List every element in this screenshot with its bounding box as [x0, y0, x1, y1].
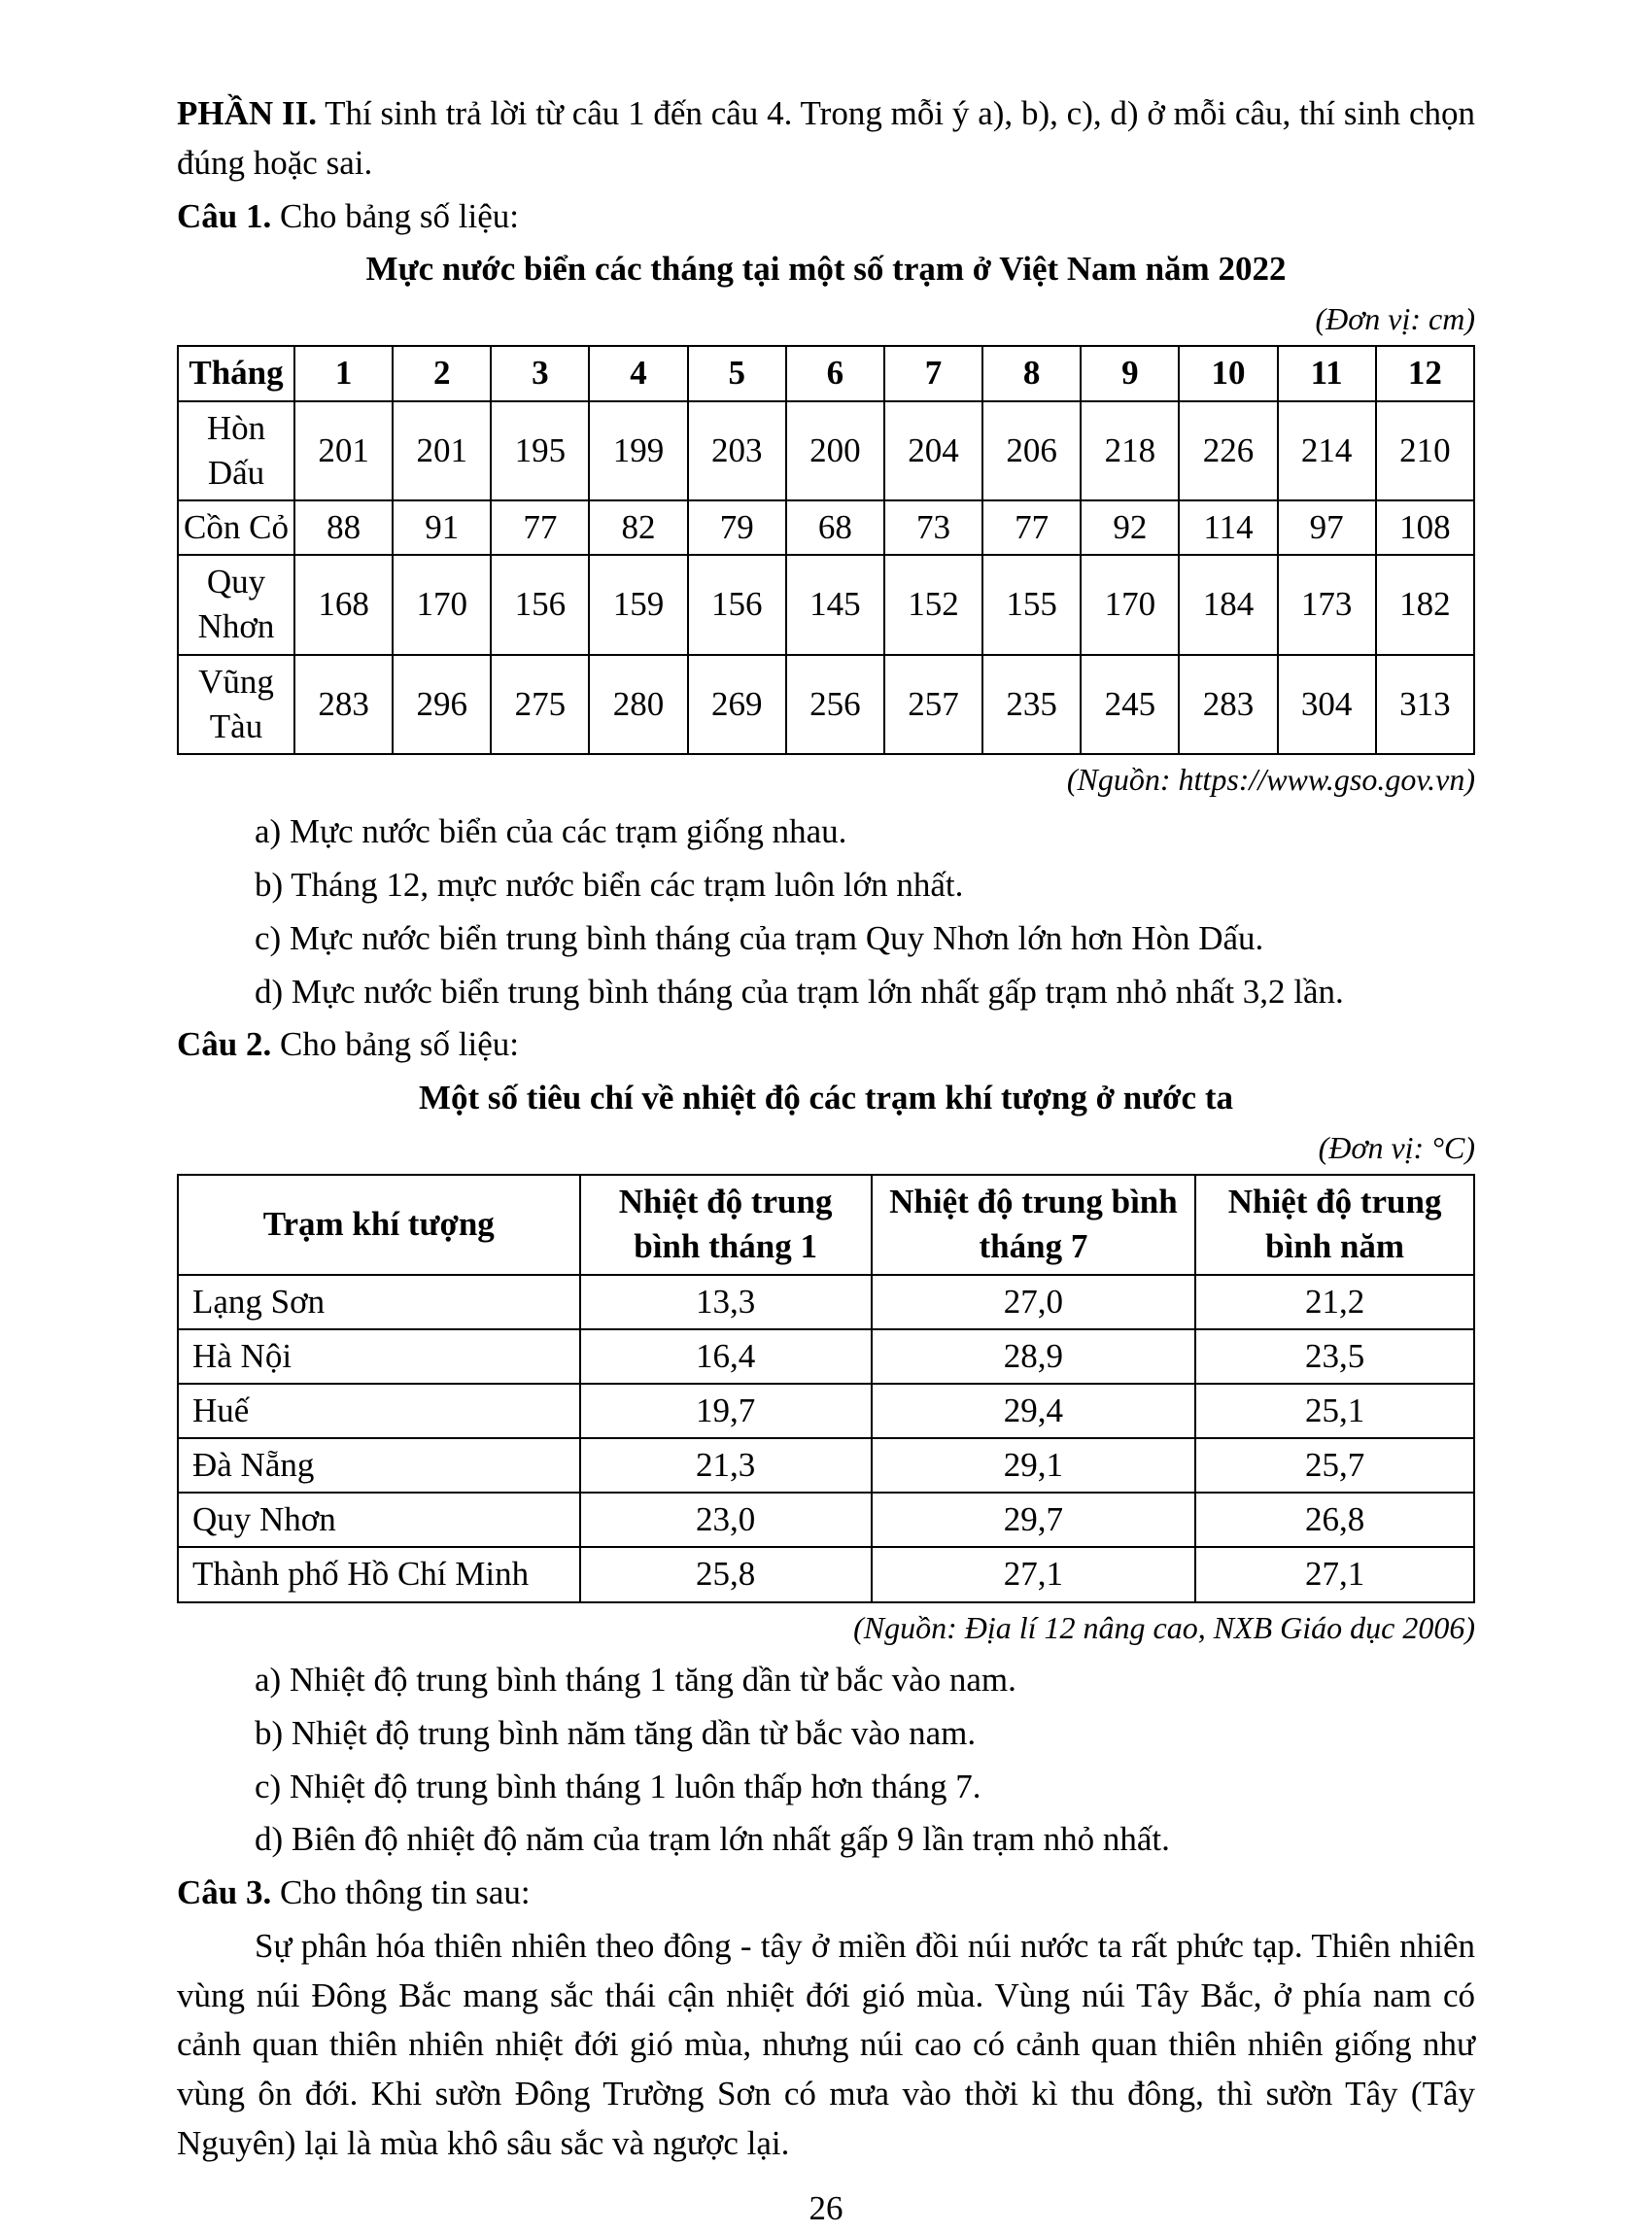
table-cell: 195: [491, 401, 589, 500]
table2-title: Một số tiêu chí về nhiệt độ các trạm khí tượng ở nước ta: [418, 1079, 1233, 1117]
table-cell: 25,8: [580, 1547, 872, 1601]
table-cell: 245: [1081, 655, 1179, 754]
table-cell: 170: [393, 555, 491, 654]
column-header: 2: [393, 346, 491, 400]
table-cell: 283: [1179, 655, 1277, 754]
table-cell: 218: [1081, 401, 1179, 500]
table-cell: 28,9: [872, 1329, 1196, 1384]
cau3-intro-text: Cho thông tin sau:: [271, 1873, 531, 1912]
table-cell: 77: [982, 500, 1081, 555]
table-cell: 13,3: [580, 1275, 872, 1329]
table-cell: 29,7: [872, 1493, 1196, 1547]
table-cell: 275: [491, 655, 589, 754]
table-cell: 73: [884, 500, 982, 555]
table-cell: 204: [884, 401, 982, 500]
table-cell: 173: [1278, 555, 1376, 654]
table-row: [178, 1384, 1474, 1438]
cau2-option-b: b) Nhiệt độ trung bình năm tăng dần từ bắc vào nam.: [255, 1713, 977, 1752]
table-cell: 256: [786, 655, 884, 754]
table-cell: 203: [688, 401, 786, 500]
table-cell: 201: [393, 401, 491, 500]
column-header: 10: [1179, 346, 1277, 400]
table-cell: 23,0: [580, 1493, 872, 1547]
table-cell: 155: [982, 555, 1081, 654]
column-header: 9: [1081, 346, 1179, 400]
row-label: Vũng Tàu: [178, 655, 294, 754]
table-cell: 27,1: [872, 1547, 1196, 1601]
table-cell: 82: [589, 500, 687, 555]
table-cell: 19,7: [580, 1384, 872, 1438]
table-cell: 29,4: [872, 1384, 1196, 1438]
table-cell: 97: [1278, 500, 1376, 555]
table-row: [178, 1547, 1474, 1601]
table-cell: 91: [393, 500, 491, 555]
table-cell: 21,3: [580, 1438, 872, 1493]
column-header: Nhiệt độ trung bình năm: [1195, 1175, 1474, 1274]
table-row: [178, 1438, 1474, 1493]
table-cell: 184: [1179, 555, 1277, 654]
column-header: Nhiệt độ trung bình tháng 7: [872, 1175, 1196, 1274]
table-cell: 27,1: [1195, 1547, 1474, 1601]
row-label: Đà Nẵng: [178, 1438, 580, 1493]
table-cell: 27,0: [872, 1275, 1196, 1329]
cau3-paragraph: Sự phân hóa thiên nhiên theo đông - tây ở miền đồi núi nước ta rất phức tạp. Thiên nhiên vùng núi Đông Bắc mang sắc thái cận nhiệt đới gió mùa. Vùng núi Tây Bắc, ở phía nam có cảnh quan thiên nhiên nhiệt đới gió mùa, nhưng núi cao có cảnh quan thiên nhiên giống như vùng ôn đới. Khi sườn Đông Trường Sơn có mưa vào thời kì thu đông, thì sườn Tây (Tây Nguyên) lại là mùa khô sâu sắc và ngược lại.: [177, 1926, 1475, 2162]
cau2-option-d: d) Biên độ nhiệt độ năm của trạm lớn nhất gấp 9 lần trạm nhỏ nhất.: [255, 1820, 1170, 1859]
table-cell: 199: [589, 401, 687, 500]
table-cell: 92: [1081, 500, 1179, 555]
column-header: 8: [982, 346, 1081, 400]
part2-label: PHẦN II.: [177, 94, 317, 132]
column-header: 6: [786, 346, 884, 400]
table-row: [178, 500, 1474, 555]
table-row: [178, 401, 1474, 500]
table-cell: 16,4: [580, 1329, 872, 1384]
column-header: Trạm khí tượng: [178, 1175, 580, 1274]
table-cell: 88: [294, 500, 393, 555]
table-header-row: [178, 346, 1474, 400]
row-label: Quy Nhơn: [178, 555, 294, 654]
table-cell: 77: [491, 500, 589, 555]
table-cell: 257: [884, 655, 982, 754]
table-cell: 159: [589, 555, 687, 654]
sea-level-table: [177, 345, 1475, 755]
table-cell: 170: [1081, 555, 1179, 654]
column-header: Nhiệt độ trung bình tháng 1: [580, 1175, 872, 1274]
cau2-intro-text: Cho bảng số liệu:: [271, 1025, 519, 1064]
table1-unit: (Đơn vị: cm): [1315, 301, 1475, 336]
column-header: 7: [884, 346, 982, 400]
row-label: Hà Nội: [178, 1329, 580, 1384]
cau2-label: Câu 2.: [177, 1025, 272, 1064]
cau1-option-d: d) Mực nước biển trung bình tháng của trạm lớn nhất gấp trạm nhỏ nhất 3,2 lần.: [255, 972, 1344, 1011]
table1-title: Mực nước biển các tháng tại một số trạm ở Việt Nam năm 2022: [365, 250, 1287, 289]
cau2-option-c: c) Nhiệt độ trung bình tháng 1 luôn thấp hơn tháng 7.: [255, 1767, 981, 1805]
table-cell: 23,5: [1195, 1329, 1474, 1384]
column-header: 3: [491, 346, 589, 400]
cau3-label: Câu 3.: [177, 1873, 272, 1912]
cau1-option-b: b) Tháng 12, mực nước biển các trạm luôn lớn nhất.: [255, 866, 964, 905]
table-cell: 26,8: [1195, 1493, 1474, 1547]
table-cell: 29,1: [872, 1438, 1196, 1493]
cau1-intro-text: Cho bảng số liệu:: [271, 196, 519, 235]
table-cell: 79: [688, 500, 786, 555]
column-header: 4: [589, 346, 687, 400]
cau1-option-c: c) Mực nước biển trung bình tháng của trạm Quy Nhơn lớn hơn Hòn Dấu.: [255, 918, 1264, 957]
table-cell: 269: [688, 655, 786, 754]
table-cell: 206: [982, 401, 1081, 500]
table-cell: 214: [1278, 401, 1376, 500]
cau1-option-a: a) Mực nước biển của các trạm giống nhau.: [255, 812, 847, 851]
table-row: [178, 1493, 1474, 1547]
column-header: 11: [1278, 346, 1376, 400]
table-cell: 25,7: [1195, 1438, 1474, 1493]
table1-source: (Nguồn: https://www.gso.gov.vn): [1066, 761, 1475, 797]
table-cell: 168: [294, 555, 393, 654]
table-row: [178, 1275, 1474, 1329]
cau3-heading: [177, 1869, 1475, 1918]
table-cell: 200: [786, 401, 884, 500]
table-cell: 156: [491, 555, 589, 654]
row-label: Thành phố Hồ Chí Minh: [178, 1547, 580, 1601]
table-cell: 313: [1376, 655, 1474, 754]
cau2-option-a: a) Nhiệt độ trung bình tháng 1 tăng dần từ bắc vào nam.: [255, 1661, 1016, 1700]
table-cell: 296: [393, 655, 491, 754]
table-cell: 152: [884, 555, 982, 654]
table2-unit: (Đơn vị: °C): [1318, 1129, 1475, 1165]
part2-intro-text: Thí sinh trả lời từ câu 1 đến câu 4. Trong mỗi ý a), b), c), d) ở mỗi câu, thí sinh chọn đúng hoặc sai.: [177, 94, 1476, 182]
row-label: Lạng Sơn: [178, 1275, 580, 1329]
table-row: [178, 655, 1474, 754]
cau2-heading: [177, 1020, 1475, 1070]
table-cell: 68: [786, 500, 884, 555]
column-header: 5: [688, 346, 786, 400]
table-cell: 235: [982, 655, 1081, 754]
table-cell: 156: [688, 555, 786, 654]
cau1-label: Câu 1.: [177, 196, 272, 235]
column-header: Tháng: [178, 346, 294, 400]
table-row: [178, 555, 1474, 654]
table-cell: 210: [1376, 401, 1474, 500]
table-cell: 182: [1376, 555, 1474, 654]
table-cell: 226: [1179, 401, 1277, 500]
table-cell: 108: [1376, 500, 1474, 555]
column-header: 1: [294, 346, 393, 400]
column-header: 12: [1376, 346, 1474, 400]
table-cell: 201: [294, 401, 393, 500]
table-cell: 114: [1179, 500, 1277, 555]
row-label: Cồn Cỏ: [178, 500, 294, 555]
table-cell: 304: [1278, 655, 1376, 754]
table-cell: 21,2: [1195, 1275, 1474, 1329]
table2-source: (Nguồn: Địa lí 12 nâng cao, NXB Giáo dục 2006): [853, 1609, 1475, 1645]
table-row: [178, 1329, 1474, 1384]
table-cell: 145: [786, 555, 884, 654]
table-cell: 283: [294, 655, 393, 754]
page-number: 26: [809, 2188, 843, 2227]
row-label: Hòn Dấu: [178, 401, 294, 500]
table-header-row: [178, 1175, 1474, 1274]
temperature-table: [177, 1174, 1475, 1603]
table-cell: 25,1: [1195, 1384, 1474, 1438]
cau1-heading: [177, 192, 1475, 242]
table-cell: 280: [589, 655, 687, 754]
row-label: Huế: [178, 1384, 580, 1438]
part2-intro-paragraph: [177, 89, 1475, 189]
row-label: Quy Nhơn: [178, 1493, 580, 1547]
